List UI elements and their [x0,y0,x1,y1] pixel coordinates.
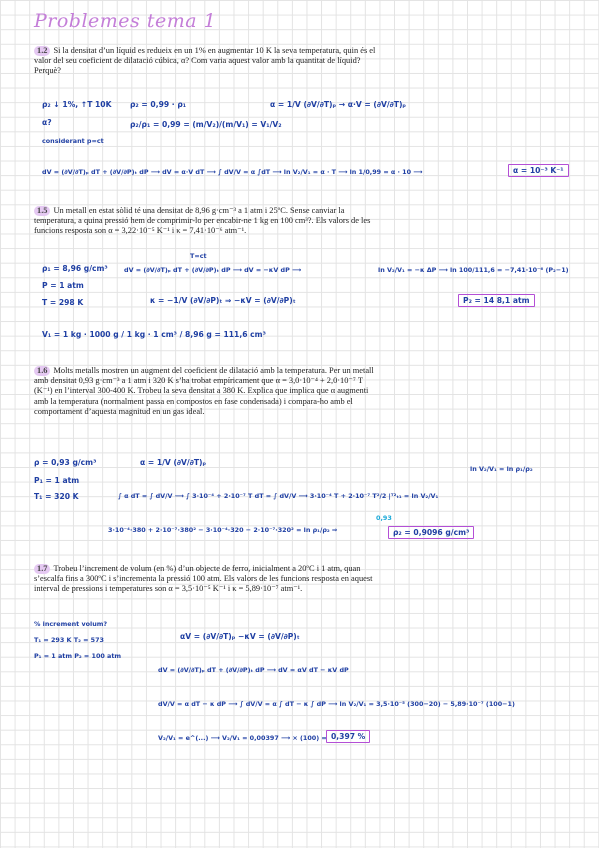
handwritten-formula: dV = (∂V/∂T)ₚ dT + (∂V/∂P)ₜ dP ⟶ dV = α·V dT ⟶ ∫ dV/V = α ∫dT ⟶ ln V₂/V₁ = α · T ⟶ ln 1/0,99 = α · 10 ⟶ [42,168,423,176]
answer-box: 0,397 % [326,730,370,743]
handwritten-formula: V₂/V₁ = e^(...) ⟶ V₂/V₁ = 0,00397 ⟶ × (100) = [158,734,327,742]
problem-number: 1.7 [34,564,50,574]
handwritten-formula: α = 1/V (∂V/∂T)ₚ [140,458,207,467]
handwritten-formula: ln V₂/V₁ = ln ρ₁/ρ₂ [470,465,533,473]
handwritten-formula: 3·10⁻⁴·380 + 2·10⁻⁷·380² − 3·10⁻⁴·320 − 2·10⁻⁷·320² = ln ρ₁/ρ₂ ⇒ [108,526,338,534]
handwritten-note: considerant p=ct [42,137,104,145]
page-title: Problemes tema 1 [34,10,217,32]
handwritten-note: α? [42,118,52,127]
problem-statement [34,206,379,237]
handwritten-formula: dV = (∂V/∂T)ₚ dT + (∂V/∂P)ₜ dP ⟶ dV = αV dT − κV dP [158,666,349,674]
handwritten-note: P₁ = 1 atm P₂ = 100 atm [34,652,122,660]
answer-box: α = 10⁻³ K⁻¹ [508,164,569,177]
handwritten-formula: dV = (∂V/∂T)ₚ dT + (∂V/∂P)ₜ dP ⟶ dV = −κV dP ⟶ [124,266,302,274]
handwritten-formula: dV/V = α dT − κ dP ⟶ ∫ dV/V = α ∫ dT − κ ∫ dP ⟶ ln V₂/V₁ = 3,5·10⁻⁵ (300−20) − 5,89·10⁻⁷ (100−1) [158,700,515,708]
handwritten-note: T₁ = 293 K T₂ = 573 [34,636,105,644]
problem-text: Si la densitat d’un líquid es redueix en un 1% en augmentar 10 K la seva temperatura, quin és el valor del seu coeficient de dilatació cúbica, α? Com varia aquest valor amb la quantitat de líquid? Perquè? [34,46,376,76]
problem-statement [34,564,379,595]
handwritten-formula: α = 1/V (∂V/∂T)ₚ → α·V = (∂V/∂T)ₚ [270,100,407,109]
handwritten-formula: ρ₂ = 0,99 · ρ₁ [130,100,187,109]
answer-box: ρ₂ = 0,9096 g/cm³ [388,526,474,539]
problem-statement [34,366,379,417]
problem-text: Trobeu l’increment de volum (en %) d’un objecte de ferro, inicialment a 20ºC i 1 atm, quan s’escalfa fins a 300ºC i s’incrementa la pressió 100 atm. Els valors de les funcions resposta en aquest interval de pressions i temperatures son α = 3,5·10⁻⁵ K⁻¹ i κ = 5,89·10⁻⁷ atm⁻¹. [34,564,373,594]
problem-number: 1.6 [34,366,50,376]
handwritten-formula: αV = (∂V/∂T)ₚ −κV = (∂V/∂P)ₜ [180,632,300,641]
answer-box: P₂ = 14 8,1 atm [458,294,535,307]
handwritten-formula: ρ₂/ρ₁ = 0,99 = (m/V₂)/(m/V₁) = V₁/V₂ [130,120,282,129]
handwritten-formula: ∫ α dT = ∫ dV/V ⟶ ∫ 3·10⁻⁴ + 2·10⁻⁷ T dT = ∫ dV/V ⟶ 3·10⁻⁴ T + 2·10⁻⁷ T²/2 |ᵀ²ₜ₁ = ln V₂/V₁ [118,492,439,500]
problem-text: Un metall en estat sòlid té una densitat de 8,96 g·cm⁻³ a 1 atm i 25ºC. Sense canviar la temperatura, a quina pressió hem de comprimir-lo per encabir-ne 1 kg en 100 cm³?. Els valors de les funcions resposta son α = 3,22·10⁻⁵ K⁻¹ i κ = 7,41·10⁻⁶ atm⁻¹. [34,206,371,236]
problem-number: 1.2 [34,46,50,56]
handwritten-note: ρ = 0,93 g/cm³ [34,458,97,467]
handwritten-note: T=ct [190,252,207,260]
problem-statement [34,46,379,77]
handwritten-note: ρ₁ = 8,96 g/cm³ [42,264,108,273]
handwritten-formula: V₁ = 1 kg · 1000 g / 1 kg · 1 cm³ / 8,96 g = 111,6 cm³ [42,330,266,339]
handwritten-note: P = 1 atm [42,281,84,290]
handwritten-note: T₁ = 320 K [34,492,79,501]
handwritten-note: T = 298 K [42,298,84,307]
problem-text: Molts metalls mostren un augment del coeficient de dilatació amb la temperatura. Per un metall amb densitat 0,93 g·cm⁻³ a 1 atm i 320 K s’ha trobat empíricament que α = 3,0·10⁻⁴ + 2,0·10⁻⁷ T (K⁻¹) en l’interval 300-400 K. Trobeu la seva densitat a 380 K. Explica que implica que α augmenti amb la temperatura (normalment passa en compostos en fase condensada) i compara-ho amb el comportament d’aquesta magnitud en un gas ideal. [34,366,374,416]
handwritten-note: 0,93 [376,514,392,522]
handwritten-note: ρ₂ ↓ 1%, ↑T 10K [42,100,112,109]
handwritten-formula: κ = −1/V (∂V/∂P)ₜ ⇒ −κV = (∂V/∂P)ₜ [150,296,296,305]
handwritten-note: P₁ = 1 atm [34,476,80,485]
handwritten-formula: ln V₂/V₁ = −κ ΔP ⟶ ln 100/111,6 = −7,41·10⁻⁶ (P₂−1) [378,266,569,274]
problem-number: 1.5 [34,206,50,216]
handwritten-note: % increment volum? [34,620,108,628]
